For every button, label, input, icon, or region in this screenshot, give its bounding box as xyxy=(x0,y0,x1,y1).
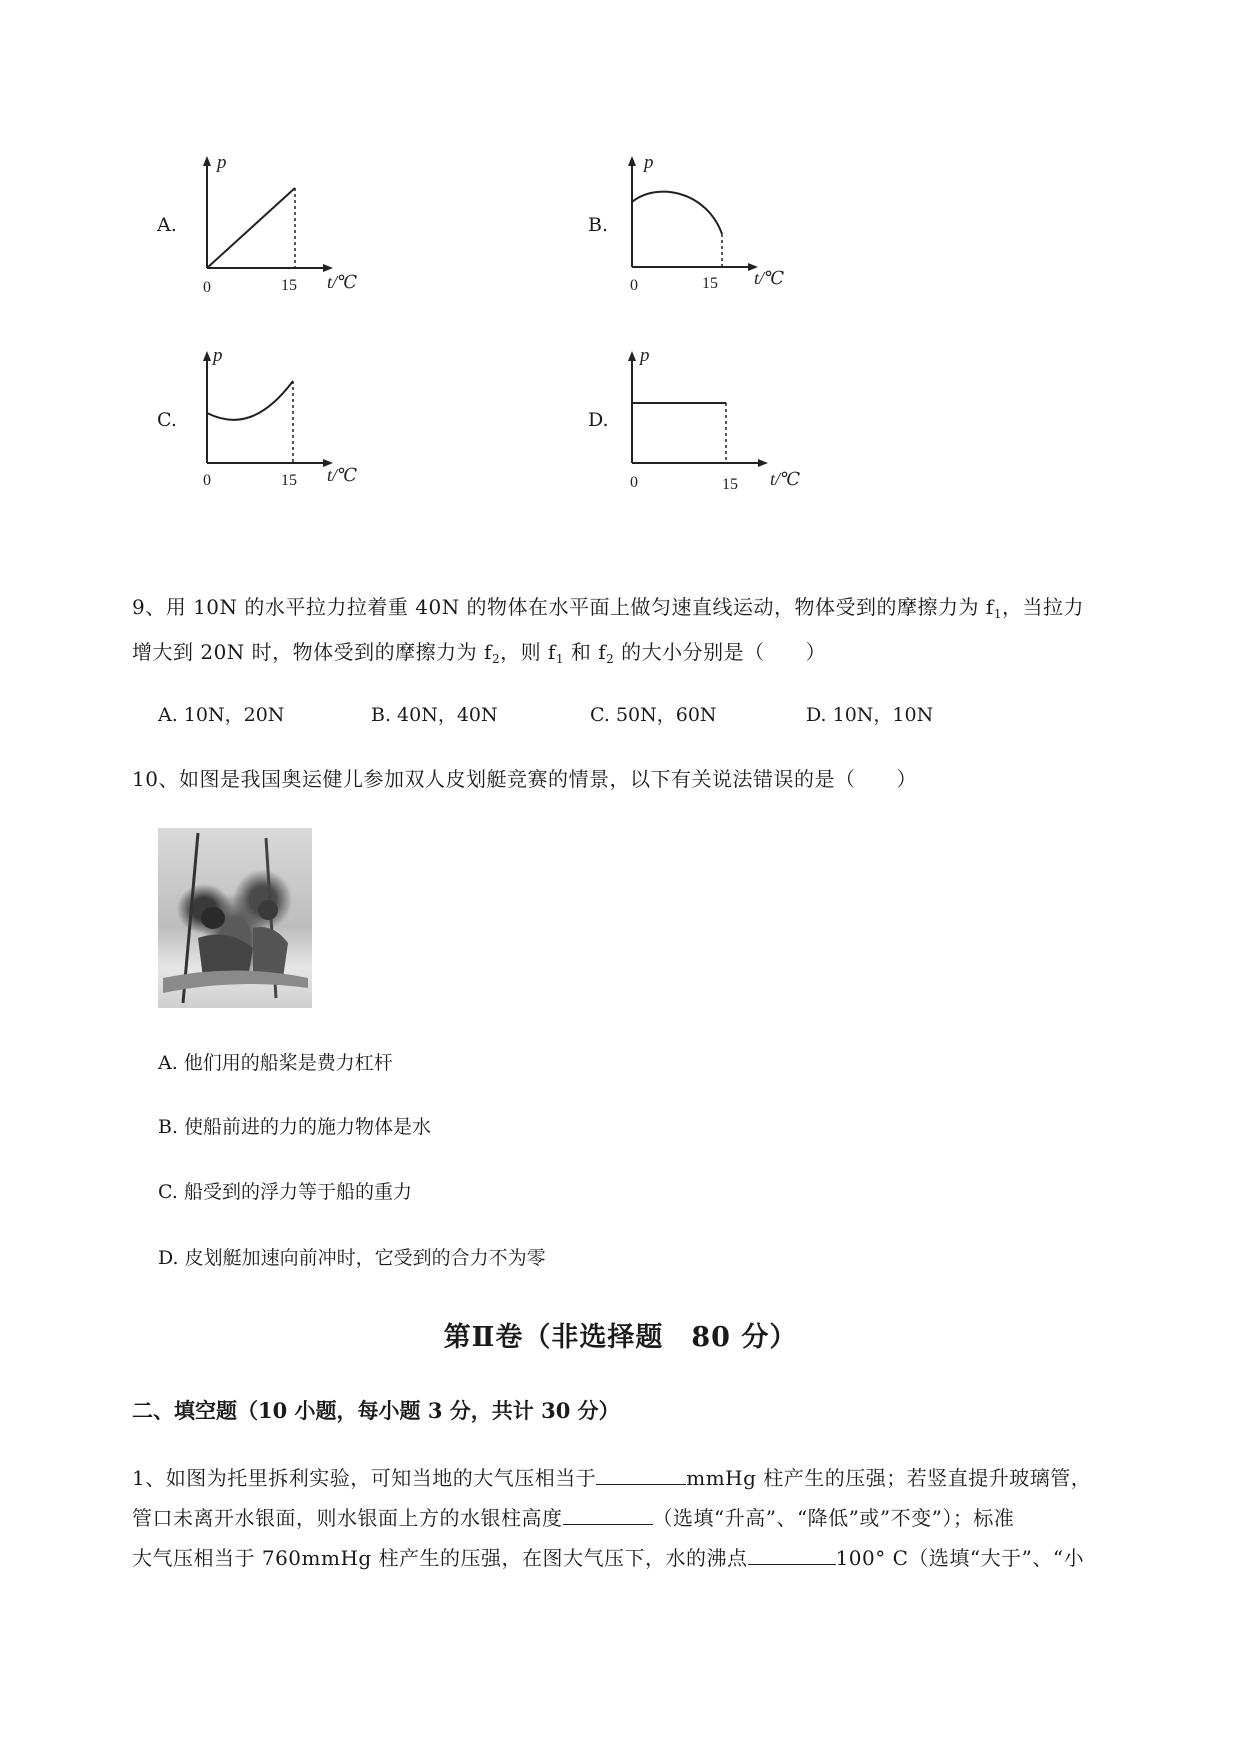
graph-chart xyxy=(155,150,385,300)
question-10-option-c[interactable]: C. 船受到的浮力等于船的重力 xyxy=(158,1181,412,1203)
fill-question-1-line-1: 1、如图为托里拆利实验，可知当地的大气压相当于 mmHg 柱产生的压强；若竖直提升玻璃管， xyxy=(132,1466,1092,1490)
question-9-option-b[interactable]: B. 40N，40N xyxy=(371,704,498,726)
origin-label: 0 xyxy=(630,474,638,491)
graph-option-d xyxy=(586,345,826,500)
question-9-option-d[interactable]: D. 10N，10N xyxy=(806,704,934,726)
question-9-stem xyxy=(132,588,1132,678)
question-10-option-d[interactable]: D. 皮划艇加速向前冲时，它受到的合力不为零 xyxy=(158,1247,546,1269)
x-axis-label: t/℃ xyxy=(754,268,785,288)
graph-option-label: D. xyxy=(588,409,609,431)
tick-label: 15 xyxy=(722,476,738,493)
graph-option-c xyxy=(155,345,385,495)
part-title: 二、填空题（10 小题，每小题 3 分，共计 30 分） xyxy=(132,1398,620,1423)
section-title: 第Ⅱ卷（非选择题 80 分） xyxy=(443,1322,798,1353)
answer-blank-3[interactable] xyxy=(748,1544,836,1565)
fill-question-1-line-2: 管口未离开水银面，则水银面上方的水银柱高度 （选填“升高”、“降低”或”不变”）；标准 xyxy=(132,1506,1015,1530)
y-axis-label: p xyxy=(213,345,223,366)
tick-label: 15 xyxy=(281,472,297,489)
fill-question-1 xyxy=(132,1458,1142,1578)
graph-option-a xyxy=(155,150,385,300)
origin-label: 0 xyxy=(203,472,211,489)
kayak-photo xyxy=(158,828,312,1008)
y-axis-label: p xyxy=(640,345,650,366)
graph-option-label: B. xyxy=(588,214,609,236)
fill-question-1-line-3: 大气压相当于 760mmHg 柱产生的压强，在图大气压下，水的沸点 100° C（选填“大于”、“小 xyxy=(132,1546,1085,1570)
origin-label: 0 xyxy=(203,279,211,296)
graph-option-label: C. xyxy=(157,409,177,431)
answer-blank-1[interactable] xyxy=(596,1464,686,1485)
answer-blank-2[interactable] xyxy=(563,1504,653,1525)
x-axis-label: t/℃ xyxy=(327,465,358,485)
question-10-option-b[interactable]: B. 使船前进的力的施力物体是水 xyxy=(158,1116,432,1138)
graph-chart xyxy=(586,150,816,300)
x-axis-label: t/℃ xyxy=(327,272,358,292)
y-axis-label: p xyxy=(217,152,227,173)
y-axis-label: p xyxy=(644,152,654,173)
graph-chart xyxy=(586,345,826,500)
tick-label: 15 xyxy=(702,275,718,292)
question-9-option-c[interactable]: C. 50N，60N xyxy=(590,704,717,726)
origin-label: 0 xyxy=(630,277,638,294)
graph-option-label: A. xyxy=(157,214,177,236)
question-10-option-a[interactable]: A. 他们用的船桨是费力杠杆 xyxy=(158,1052,393,1074)
graph-option-b xyxy=(586,150,816,300)
question-9-line-1: 9、用 10N 的水平拉力拉着重 40N 的物体在水平面上做匀速直线运动，物体受到的摩擦力为 $f_1$，当拉力 xyxy=(132,595,1084,621)
question-10-stem: 10、如图是我国奥运健儿参加双人皮划艇竞赛的情景，以下有关说法错误的是（ ） xyxy=(132,767,917,791)
question-9-option-a[interactable]: A. 10N，20N xyxy=(158,704,285,726)
x-axis-label: t/℃ xyxy=(770,469,801,489)
tick-label: 15 xyxy=(281,277,297,294)
question-9-line-2: 增大到 20N 时，物体受到的摩擦力为 $f_2$，则 $f_1$ 和 $f_2$ 的大小分别是（ ） xyxy=(132,640,827,666)
kayak-photo-sketch xyxy=(158,828,312,1008)
graph-chart xyxy=(155,345,385,495)
